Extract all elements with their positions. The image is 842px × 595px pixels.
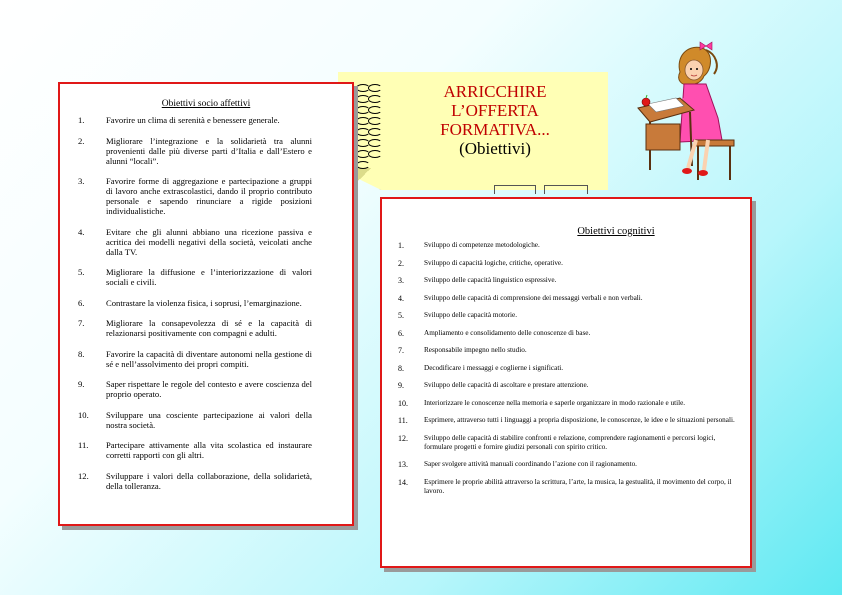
item-number: 5. [398,311,404,320]
item-number: 4. [398,293,404,303]
girl-at-desk-illustration [636,40,746,188]
panel-title: Obiettivi cognitivi [577,226,655,237]
item-number: 8. [78,348,85,359]
objectives-list [60,115,352,491]
page-title [395,82,595,158]
spiral-ring [368,84,382,92]
spiral-ring [368,150,382,158]
item-number: 3. [398,276,404,285]
list-item [60,136,352,166]
item-number: 9. [398,381,404,390]
item-text: Favorire forme di aggregazione e partecipazione a gruppi di lavoro anche extrascolastici, dando il proprio contributo personale e sapendo rinunciare a rigide posizioni individualistiche. [106,176,312,216]
title-line: L’OFFERTA [451,101,539,120]
item-text: Sviluppo delle capacità motorie. [424,311,518,319]
item-number: 11. [398,416,408,425]
list-item [382,364,750,373]
item-number: 12. [398,433,408,443]
item-text: Sviluppo delle capacità linguistico espressive. [424,276,557,284]
spiral-ring [356,161,370,169]
item-number: 8. [398,363,404,373]
item-number: 10. [78,409,89,420]
list-item [382,311,750,320]
panel-title: Obiettivi socio affettivi [161,99,251,109]
item-number: 12. [78,470,89,481]
spiral-ring [368,117,382,125]
item-text: Decodificare i messaggi e coglierne i significati. [424,363,564,372]
note-tab [544,185,588,194]
item-text: Sviluppo di capacità logiche, critiche, operative. [424,258,563,267]
item-text: Sviluppo delle capacità di ascoltare e prestare attenzione. [424,381,589,389]
list-item [60,298,352,308]
item-number: 14. [398,477,408,487]
note-tab [494,185,536,194]
list-item [60,115,352,125]
cognitive-objectives-panel [380,197,752,568]
item-number: 11. [78,440,89,450]
item-number: 7. [78,318,85,328]
item-text: Partecipare attivamente alla vita scolastica ed instaurare corretti rapporti con gli altri. [106,440,312,460]
list-item [382,381,750,390]
item-number: 4. [78,226,85,237]
list-item [382,294,750,303]
item-number: 1. [78,115,85,125]
list-item [60,410,352,430]
list-item [382,241,750,250]
list-item [382,399,750,408]
item-text: Ampliamento e consolidamento delle conoscenze di base. [424,328,591,337]
item-number: 2. [398,258,404,268]
list-item [382,276,750,285]
socio-affective-objectives-panel [58,82,354,526]
item-text: Migliorare la consapevolezza di sé e la capacità di relazionarsi positivamente con compagni e adulti. [106,318,312,338]
spiral-ring [368,139,382,147]
item-number: 1. [398,241,404,250]
item-text: Responsabile impegno nello studio. [424,346,527,354]
item-number: 10. [398,398,408,408]
item-text: Esprimere le proprie abilità attraverso la scrittura, l’arte, la musica, la gestualità, il movimento del corpo, il lavoro. [424,477,732,495]
item-text: Contrastare la violenza fisica, i soprusi, l’emarginazione. [106,297,302,308]
spiral-ring [368,128,382,136]
list-item [382,259,750,268]
item-number: 13. [398,460,408,469]
list-item [382,329,750,338]
item-text: Saper rispettare le regole del contesto e avere coscienza del proprio operato. [106,379,312,399]
list-item [382,346,750,355]
item-text: Interiorizzare le conoscenze nella memoria e saperle organizzare in modo razionale e utile. [424,398,686,407]
item-text: Sviluppo delle capacità di stabilire confronti e relazione, comprendere ragionamenti e percorsi logici, formulare progetti e fornire giudizi personali con spirito critico. [424,433,716,451]
list-item [60,176,352,216]
item-text: Sviluppo di competenze metodologiche. [424,241,540,249]
item-text: Sviluppo delle capacità di comprensione dei messaggi verbali e non verbali. [424,293,643,302]
item-text: Sviluppare una cosciente partecipazione ai valori della nostra società. [106,409,312,430]
list-item [382,460,750,469]
list-item [382,416,750,425]
list-item [382,434,750,452]
list-item [60,349,352,369]
list-item [382,478,750,496]
item-number: 2. [78,135,85,146]
item-number: 9. [78,379,85,389]
item-text: Evitare che gli alunni abbiano una ricezione passiva e acritica dei modelli negativi della società, veicolati anche dalla TV. [106,226,312,257]
item-number: 6. [78,297,85,308]
item-text: Favorire un clima di serenità e benessere generale. [106,115,280,125]
item-number: 7. [398,346,404,355]
title-line: ARRICCHIRE [443,82,547,101]
item-text: Saper svolgere attività manuali coordinando l’azione con il ragionamento. [424,460,637,468]
spiral-ring [368,95,382,103]
list-item [60,471,352,491]
page-subtitle: (Obiettivi) [459,139,531,158]
list-item [60,440,352,460]
list-item [60,267,352,287]
item-text: Migliorare l’integrazione e la solidarietà tra alunni provenienti dalle più diverse parti d’Italia e dall’Estero e alunni “locali”. [106,135,312,166]
list-item [60,379,352,399]
item-number: 6. [398,328,404,338]
spiral-ring [368,106,382,114]
item-number: 3. [78,176,85,186]
item-text: Esprimere, attraverso tutti i linguaggi a propria disposizione, le conoscenze, le idee e le situazioni personali. [424,416,735,424]
title-line: FORMATIVA... [440,120,550,139]
item-text: Favorire la capacità di diventare autonomi nella gestione di sé e nell’assolvimento dei propri compiti. [106,348,312,369]
objectives-list [382,241,750,496]
item-text: Sviluppare i valori della collaborazione, della solidarietà, della tolleranza. [106,470,312,491]
list-item [60,227,352,257]
item-number: 5. [78,267,85,277]
item-text: Migliorare la diffusione e l’interiorizzazione di valori sociali e civili. [106,267,312,287]
list-item [60,318,352,338]
